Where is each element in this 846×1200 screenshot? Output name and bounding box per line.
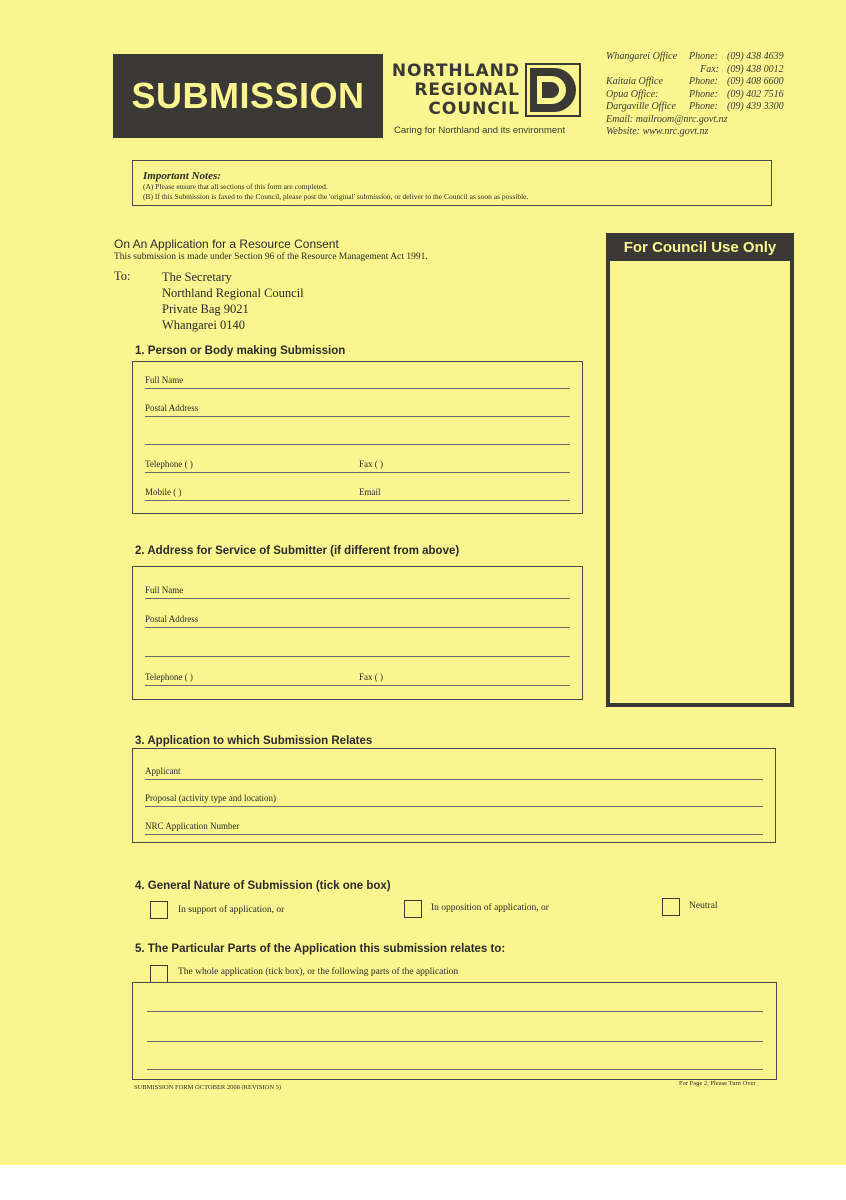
- section3-box: [132, 748, 776, 843]
- contact-row: Fax: (09) 438 0012: [700, 63, 784, 75]
- important-notes-box: [132, 160, 772, 206]
- contact-row: Opua Office: Phone: (09) 402 7516: [606, 88, 784, 100]
- service-full-name-field[interactable]: Full Name: [145, 584, 570, 599]
- mobile-email-row[interactable]: [145, 486, 570, 501]
- applicant-field[interactable]: Applicant: [145, 765, 763, 780]
- neutral-checkbox[interactable]: [662, 898, 680, 916]
- note-b: (B) If this Submission is faxed to the Council, please post the 'original' submission, or deliver to the Council as soon as possible.: [143, 192, 529, 201]
- full-name-field[interactable]: Full Name: [145, 374, 570, 389]
- section1-box: [132, 361, 583, 514]
- service-telephone-fax-row[interactable]: [145, 671, 570, 686]
- whole-application-label: The whole application (tick box), or the following parts of the application: [178, 967, 459, 977]
- service-postal-address-line2-field[interactable]: [145, 642, 570, 657]
- section3-title: 3. Application to which Submission Relates: [135, 735, 373, 747]
- contact-row: Whangarei Office Phone: (09) 438 4639: [606, 51, 784, 62]
- section2-box: [132, 566, 583, 700]
- opposition-label: In opposition of application, or: [431, 903, 549, 913]
- form-revision-footer: SUBMISSION FORM OCTOBER 2008 (REVISION 3): [134, 1084, 282, 1091]
- postal-address-line2-field[interactable]: [145, 430, 570, 445]
- mobile-label: Mobile ( ): [145, 487, 182, 497]
- turn-over-footer: For Page 2, Please Turn Over: [679, 1080, 756, 1087]
- contact-row: Kaitaia Office Phone: (09) 408 6600: [606, 76, 784, 87]
- contact-details: [606, 51, 784, 139]
- fax-label: Fax ( ): [359, 672, 383, 682]
- neutral-label: Neutral: [689, 901, 718, 911]
- support-label: In support of application, or: [178, 905, 285, 915]
- contact-website: Website: www.nrc.govt.nz: [606, 126, 709, 137]
- email-label: Email: [359, 487, 381, 497]
- recipient-address: The Secretary Northland Regional Council Private Bag 9021 Whangarei 0140: [162, 270, 304, 332]
- section5-title: 5. The Particular Parts of the Application this submission relates to:: [135, 943, 506, 955]
- postal-address-field[interactable]: Postal Address: [145, 402, 570, 417]
- notes-title: Important Notes:: [143, 170, 221, 182]
- council-use-box: [606, 233, 794, 707]
- section1-title: 1. Person or Body making Submission: [135, 345, 346, 357]
- application-subheading: This submission is made under Section 96 of the Resource Management Act 1991.: [114, 252, 428, 262]
- fax-label: Fax ( ): [359, 459, 383, 469]
- contact-row: Dargaville Office Phone: (09) 439 3300: [606, 101, 784, 112]
- proposal-field[interactable]: Proposal (activity type and location): [145, 792, 763, 807]
- note-a: (A) Please ensure that all sections of this form are completed.: [143, 182, 328, 191]
- whole-application-checkbox[interactable]: [150, 965, 168, 983]
- parts-line[interactable]: [147, 997, 763, 1012]
- submission-banner: SUBMISSION: [113, 54, 383, 138]
- application-heading: On An Application for a Resource Consent: [114, 237, 339, 251]
- council-logo-text: NORTHLAND REGIONAL COUNCIL: [391, 61, 520, 119]
- support-checkbox[interactable]: [150, 901, 168, 919]
- parts-line[interactable]: [147, 1027, 763, 1042]
- section5-parts-box[interactable]: [132, 982, 777, 1080]
- council-use-title: For Council Use Only: [610, 237, 790, 261]
- council-logo-icon: [524, 62, 582, 118]
- to-label: To:: [114, 269, 131, 283]
- telephone-label: Telephone ( ): [145, 459, 193, 469]
- council-tagline: Caring for Northland and its environment: [394, 125, 566, 136]
- section2-title: 2. Address for Service of Submitter (if different from above): [135, 545, 460, 557]
- contact-email: Email: mailroom@nrc.govt.nz: [606, 113, 728, 125]
- parts-line[interactable]: [147, 1055, 763, 1070]
- opposition-checkbox[interactable]: [404, 900, 422, 918]
- telephone-label: Telephone ( ): [145, 672, 193, 682]
- section4-title: 4. General Nature of Submission (tick one box): [135, 880, 391, 892]
- telephone-fax-row[interactable]: [145, 458, 570, 473]
- nrc-application-number-field[interactable]: NRC Application Number: [145, 820, 763, 835]
- service-postal-address-field[interactable]: Postal Address: [145, 613, 570, 628]
